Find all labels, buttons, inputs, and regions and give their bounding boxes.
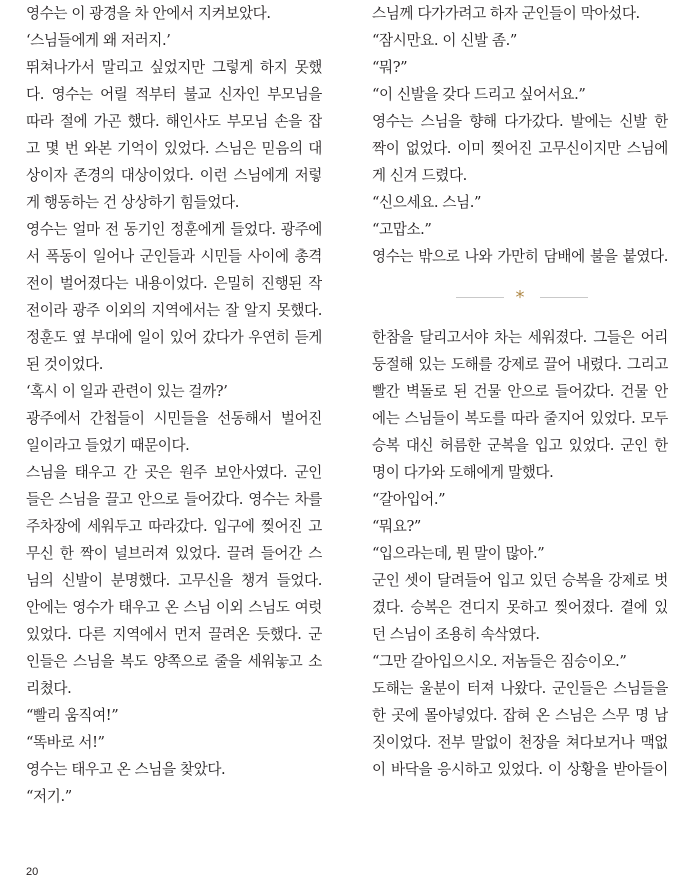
text-line: 영수는 밖으로 나와 가만히 담배에 불을 붙였다. bbox=[372, 248, 668, 265]
text-line: 던 스님이 조용히 속삭였다. bbox=[372, 626, 540, 643]
text-line: 에는 스님들이 복도를 따라 줄지어 있었다. 모두 bbox=[372, 410, 668, 427]
text-line: 승복 대신 허름한 군복을 입고 있었다. 군인 한 bbox=[372, 437, 668, 454]
text-line: 님의 신발이 분명했다. 고무신을 챙겨 들었다. bbox=[26, 572, 322, 589]
divider-asterisk: * bbox=[515, 287, 525, 308]
text-line: 영수는 태우고 온 스님을 찾았다. bbox=[26, 761, 226, 778]
text-line: 전이라 광주 이외의 지역에서는 잘 알지 못했다. bbox=[26, 302, 322, 319]
text-line: “똑바로 서!” bbox=[26, 734, 105, 751]
text-line: 상이자 존경의 대상이었다. 이런 스님에게 저렇 bbox=[26, 167, 322, 184]
text-line: ‘스님들에게 왜 저러지.’ bbox=[26, 32, 171, 49]
text-line: “입으라는데, 뭔 말이 많아.” bbox=[372, 545, 545, 562]
text-line: 일이라고 들었기 때문이다. bbox=[26, 437, 190, 454]
text-line: “고맙소.” bbox=[372, 221, 432, 238]
text-line: “뭐?” bbox=[372, 59, 408, 76]
text-line: “신으세요. 스님.” bbox=[372, 194, 482, 211]
page-number: 20 bbox=[26, 866, 39, 878]
divider-rule-right bbox=[540, 297, 588, 298]
text-line: “뭐요?” bbox=[372, 518, 421, 535]
text-line: “그만 갈아입으시오. 저놈들은 짐승이오.” bbox=[372, 653, 627, 670]
text-line: 한참을 달리고서야 차는 세워졌다. 그들은 어리 bbox=[372, 329, 668, 346]
text-line: 짓이었다. 전부 말없이 천장을 쳐다보거나 맥없 bbox=[372, 734, 668, 751]
text-line: 겼다. 승복은 견디지 못하고 찢어졌다. 곁에 있 bbox=[372, 599, 668, 616]
text-line: 스님을 태우고 간 곳은 원주 보안사였다. 군인 bbox=[26, 464, 322, 481]
text-line: 광주에서 간첩들이 시민들을 선동해서 벌어진 bbox=[26, 410, 322, 427]
section-divider bbox=[372, 270, 668, 324]
text-line: 정훈도 옆 부대에 일이 있어 갔다가 우연히 듣게 bbox=[26, 329, 322, 346]
left-text-column bbox=[26, 0, 322, 810]
right-column-top-section bbox=[372, 0, 668, 270]
text-line: 있었다. 다른 지역에서 먼저 끌려온 듯했다. 군 bbox=[26, 626, 322, 643]
text-line: 영수는 스님을 향해 다가갔다. 발에는 신발 한 bbox=[372, 113, 668, 130]
right-column-bottom-section bbox=[372, 324, 668, 783]
text-line: 서 폭동이 일어나 군인들과 시민들 사이에 총격 bbox=[26, 248, 322, 265]
text-line: 도해는 울분이 터져 나왔다. 군인들은 스님들을 bbox=[372, 680, 668, 697]
text-line: 인들은 스님을 복도 양쪽으로 줄을 세워놓고 소 bbox=[26, 653, 322, 670]
text-line: 고 몇 번 와본 기억이 있었다. 스님은 믿음의 대 bbox=[26, 140, 322, 157]
text-line: “갈아입어.” bbox=[372, 491, 446, 508]
text-line: 이 바닥을 응시하고 있었다. 이 상황을 받아들이 bbox=[372, 761, 668, 778]
text-line: 빨간 벽돌로 된 건물 안으로 들어갔다. 건물 안 bbox=[372, 383, 668, 400]
text-line: 게 신겨 드렸다. bbox=[372, 167, 467, 184]
text-line: 짝이 없었다. 이미 찢어진 고무신이지만 스님에 bbox=[372, 140, 668, 157]
text-line: 무신 한 짝이 널브러져 있었다. 끌려 들어간 스 bbox=[26, 545, 322, 562]
text-line: 다. 영수는 어릴 적부터 불교 신자인 부모님을 bbox=[26, 86, 322, 103]
text-line: 전이 벌어졌다는 내용이었다. 은밀히 진행된 작 bbox=[26, 275, 322, 292]
text-line: 따라 절에 가곤 했다. 해인사도 부모님 손을 잡 bbox=[26, 113, 322, 130]
text-line: “빨리 움직여!” bbox=[26, 707, 119, 724]
text-line: 영수는 얼마 전 동기인 정훈에게 들었다. 광주에 bbox=[26, 221, 322, 238]
text-line: 명이 다가와 도해에게 말했다. bbox=[372, 464, 554, 481]
text-line: 스님께 다가가려고 하자 군인들이 막아섰다. bbox=[372, 5, 640, 22]
text-line: 게 행동하는 건 상상하기 힘들었다. bbox=[26, 194, 239, 211]
text-line: ‘혹시 이 일과 관련이 있는 걸까?’ bbox=[26, 383, 228, 400]
text-line: “이 신발을 갖다 드리고 싶어서요.” bbox=[372, 86, 586, 103]
text-line: 된 것이었다. bbox=[26, 356, 103, 373]
text-line: 리쳤다. bbox=[26, 680, 72, 697]
text-line: 뛰쳐나가서 말리고 싶었지만 그렇게 하지 못했 bbox=[26, 59, 322, 76]
text-line: “잠시만요. 이 신발 좀.” bbox=[372, 32, 517, 49]
text-line: 군인 셋이 달려들어 입고 있던 승복을 강제로 벗 bbox=[372, 572, 668, 589]
right-text-column bbox=[372, 0, 668, 783]
text-line: 주차장에 세워두고 따라갔다. 입구에 찢어진 고 bbox=[26, 518, 322, 535]
text-line: 들은 스님을 끌고 안으로 들어갔다. 영수는 차를 bbox=[26, 491, 322, 508]
text-line: 둥절해 있는 도해를 강제로 끌어 내렸다. 그리고 bbox=[372, 356, 668, 373]
text-line: “저기.” bbox=[26, 788, 72, 805]
text-line: 영수는 이 광경을 차 안에서 지켜보았다. bbox=[26, 5, 271, 22]
text-line: 한 곳에 몰아넣었다. 잡혀 온 스님은 스무 명 남 bbox=[372, 707, 668, 724]
text-line: 안에는 영수가 태우고 온 스님 이외 스님도 여럿 bbox=[26, 599, 322, 616]
